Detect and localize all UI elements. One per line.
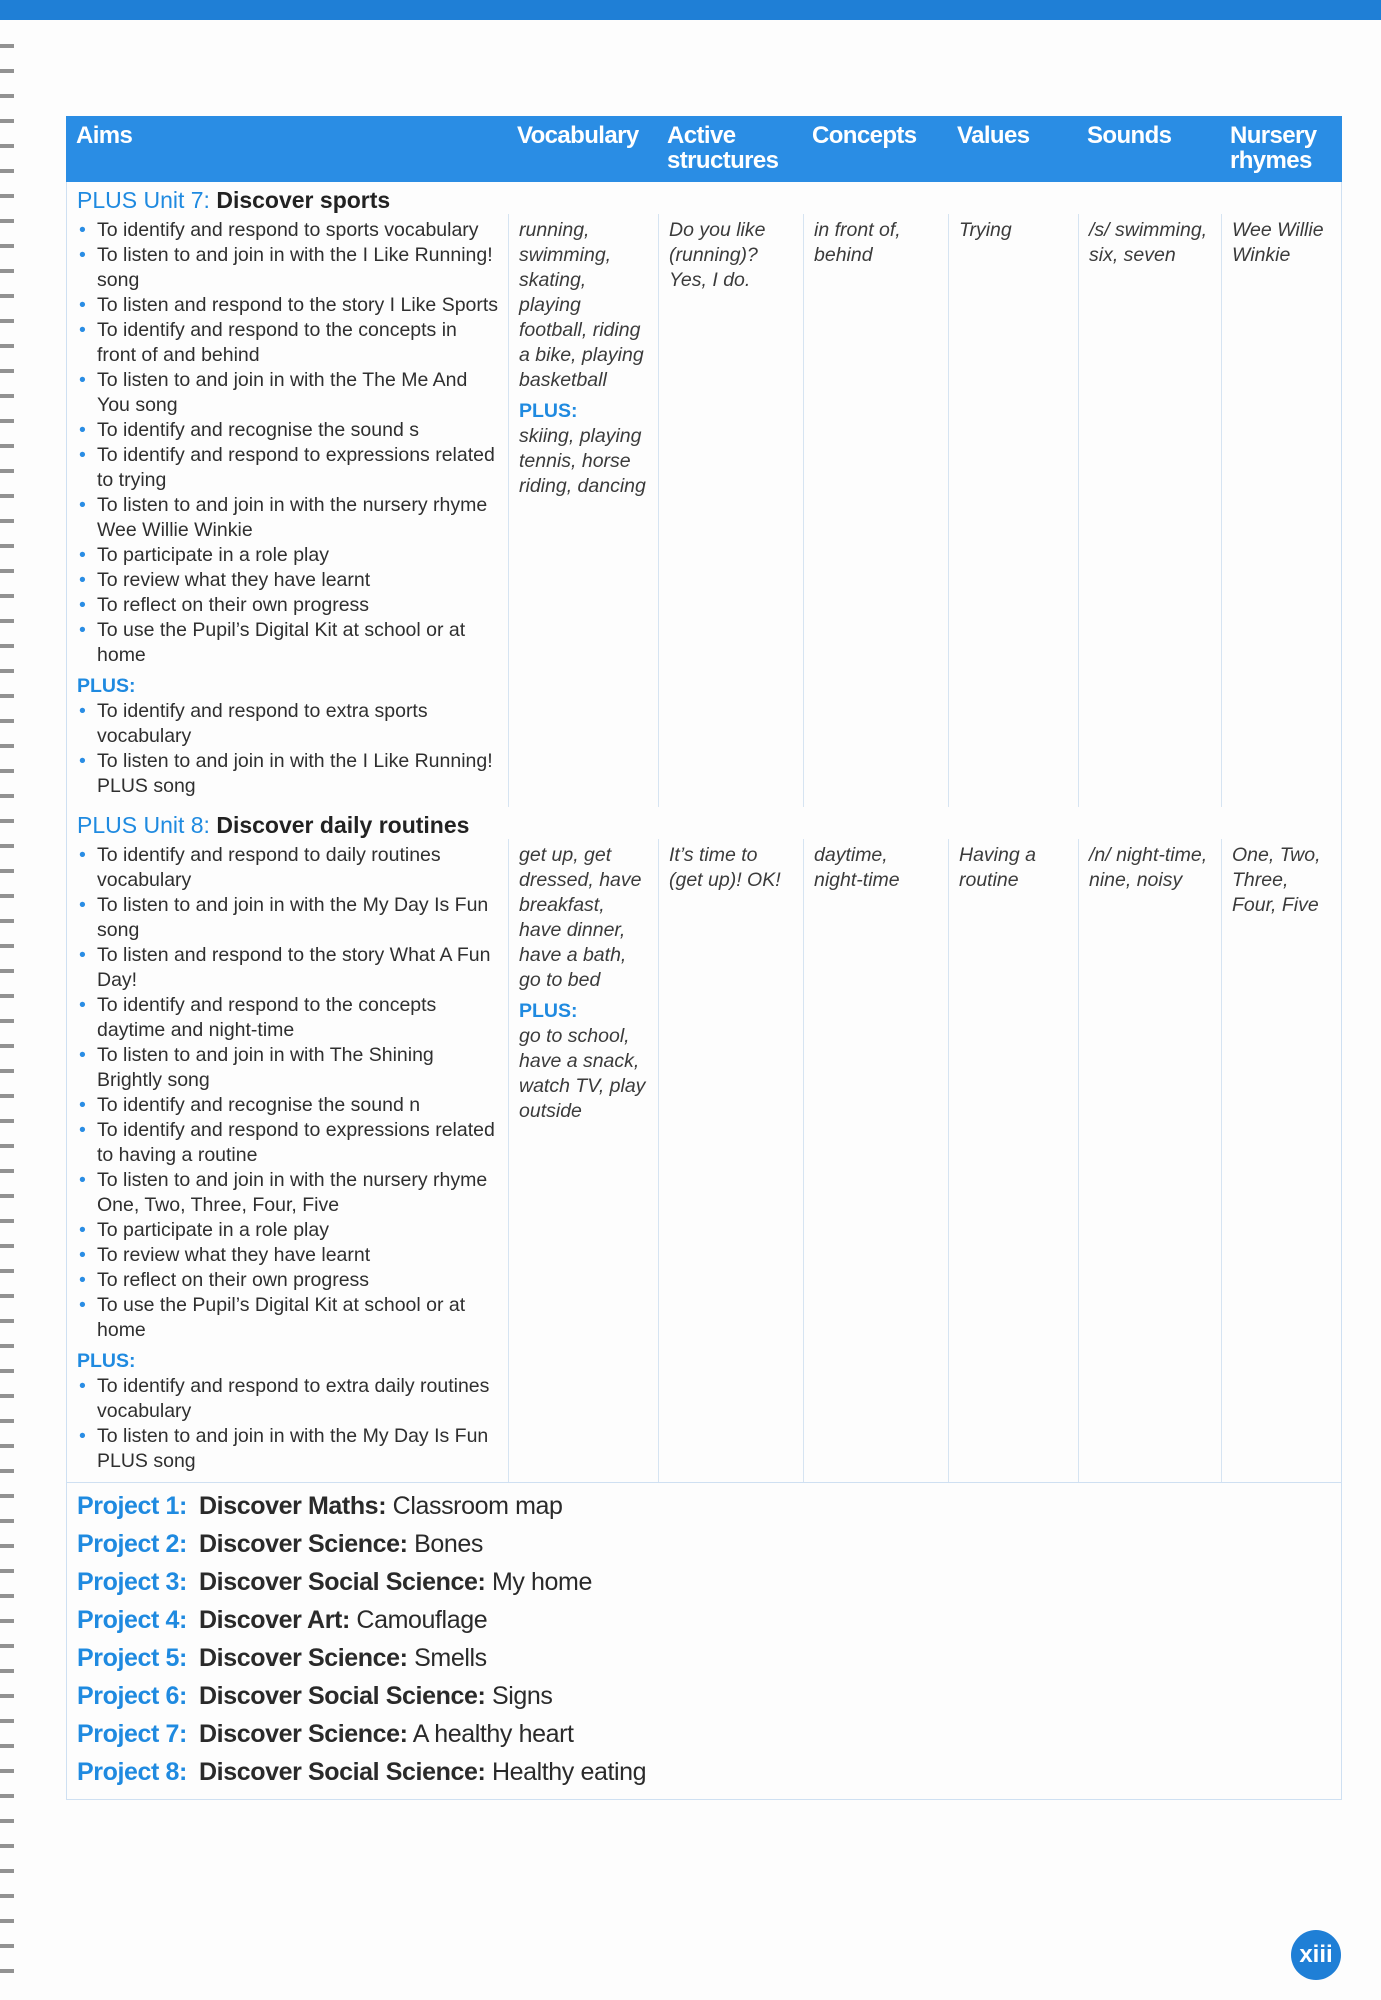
vocabulary-text: get up, get dressed, have breakfast, have dinner, have a bath, go to bed bbox=[519, 844, 642, 991]
plus-aim-item: • To listen to and join in with the My Day Is Fun PLUS song bbox=[77, 1424, 500, 1474]
vocabulary-cell bbox=[508, 214, 658, 807]
sounds-cell: /s/ swimming, six, seven bbox=[1078, 214, 1221, 807]
project-item bbox=[77, 1715, 1331, 1753]
unit-row bbox=[66, 839, 1342, 1482]
syllabus-table bbox=[66, 116, 1342, 1800]
project-topic: Healthy eating bbox=[491, 1758, 647, 1786]
aim-item: • To listen to and join in with the nursery rhyme One, Two, Three, Four, Five bbox=[77, 1168, 500, 1218]
project-number: Project 7: bbox=[77, 1720, 187, 1748]
project-topic: My home bbox=[491, 1568, 592, 1596]
unit-row bbox=[66, 214, 1342, 807]
values-cell: Having a routine bbox=[948, 839, 1078, 1482]
unit-name: Discover sports bbox=[216, 187, 391, 213]
project-number: Project 2: bbox=[77, 1530, 187, 1558]
project-topic: Smells bbox=[414, 1644, 487, 1672]
aim-item: • To reflect on their own progress bbox=[77, 593, 500, 618]
aim-item: • To identify and recognise the sound n bbox=[77, 1093, 500, 1118]
plus-aim-item: • To identify and respond to extra sports vocabulary bbox=[77, 699, 500, 749]
project-topic: A healthy heart bbox=[412, 1720, 574, 1748]
aim-item: • To listen to and join in with the The Me And You song bbox=[77, 368, 500, 418]
plus-label: PLUS: bbox=[77, 675, 136, 697]
structures-cell: It’s time to (get up)! OK! bbox=[658, 839, 803, 1482]
project-subject: Discover Art: bbox=[199, 1606, 350, 1634]
project-topic: Classroom map bbox=[392, 1492, 563, 1520]
structures-cell: Do you like (running)? Yes, I do. bbox=[658, 214, 803, 807]
concepts-cell: daytime, night-time bbox=[803, 839, 948, 1482]
aim-item: • To reflect on their own progress bbox=[77, 1268, 500, 1293]
header-sounds: Sounds bbox=[1087, 122, 1172, 149]
rhymes-cell: One, Two, Three, Four, Five bbox=[1221, 839, 1343, 1482]
header-active-structures: Active structures bbox=[667, 122, 779, 174]
vocabulary-text: running, swimming, skating, playing football, riding a bike, playing basketball bbox=[519, 219, 644, 391]
vocab-plus-text: skiing, playing tennis, horse riding, dancing bbox=[519, 425, 646, 497]
project-number: Project 5: bbox=[77, 1644, 187, 1672]
aims-cell bbox=[67, 839, 508, 1482]
project-topic: Bones bbox=[414, 1530, 484, 1558]
page-number-badge: xiii bbox=[1291, 1930, 1341, 1980]
vocab-plus-text: go to school, have a snack, watch TV, play outside bbox=[519, 1025, 646, 1122]
aim-item: • To listen and respond to the story What A Fun Day! bbox=[77, 943, 500, 993]
vocabulary-cell bbox=[508, 839, 658, 1482]
vocab-plus-label: PLUS: bbox=[519, 1000, 578, 1022]
concepts-cell: in front of, behind bbox=[803, 214, 948, 807]
aim-item: • To listen and respond to the story I Like Sports bbox=[77, 293, 500, 318]
sounds-cell: /n/ night-time, nine, noisy bbox=[1078, 839, 1221, 1482]
top-color-bar bbox=[0, 0, 1381, 20]
project-item bbox=[77, 1753, 1331, 1791]
project-subject: Discover Social Science: bbox=[199, 1682, 486, 1710]
project-subject: Discover Social Science: bbox=[199, 1568, 486, 1596]
projects-list bbox=[66, 1482, 1342, 1800]
header-vocabulary: Vocabulary bbox=[517, 122, 639, 149]
aim-item: • To identify and recognise the sound s bbox=[77, 418, 500, 443]
aim-item: • To identify and respond to sports vocabulary bbox=[77, 218, 500, 243]
project-subject: Discover Science: bbox=[199, 1720, 408, 1748]
aim-item: • To identify and respond to expressions related to trying bbox=[77, 443, 500, 493]
plus-aim-item: • To identify and respond to extra daily routines vocabulary bbox=[77, 1374, 500, 1424]
aim-item: • To participate in a role play bbox=[77, 543, 500, 568]
aim-item: • To listen to and join in with the nursery rhyme Wee Willie Winkie bbox=[77, 493, 500, 543]
project-item bbox=[77, 1563, 1331, 1601]
aim-item: • To review what they have learnt bbox=[77, 1243, 500, 1268]
aim-item: • To identify and respond to daily routines vocabulary bbox=[77, 843, 500, 893]
project-subject: Discover Maths: bbox=[199, 1492, 387, 1520]
plus-aim-item: • To listen to and join in with the I Like Running! PLUS song bbox=[77, 749, 500, 799]
values-cell: Trying bbox=[948, 214, 1078, 807]
aim-item: • To listen to and join in with the I Like Running! song bbox=[77, 243, 500, 293]
project-subject: Discover Social Science: bbox=[199, 1758, 486, 1786]
vocab-plus-label: PLUS: bbox=[519, 400, 578, 422]
project-number: Project 6: bbox=[77, 1682, 187, 1710]
aim-item: • To participate in a role play bbox=[77, 1218, 500, 1243]
project-number: Project 1: bbox=[77, 1492, 187, 1520]
aim-item: • To identify and respond to the concepts daytime and night-time bbox=[77, 993, 500, 1043]
aims-cell bbox=[67, 214, 508, 807]
unit-name: Discover daily routines bbox=[216, 812, 470, 838]
project-topic: Signs bbox=[491, 1682, 553, 1710]
project-item bbox=[77, 1677, 1331, 1715]
header-nursery-rhymes: Nursery rhymes bbox=[1230, 122, 1317, 174]
rhymes-cell: Wee Willie Winkie bbox=[1221, 214, 1343, 807]
project-number: Project 3: bbox=[77, 1568, 187, 1596]
aim-item: • To review what they have learnt bbox=[77, 568, 500, 593]
project-item bbox=[77, 1487, 1331, 1525]
aim-item: • To listen to and join in with the My Day Is Fun song bbox=[77, 893, 500, 943]
unit-title bbox=[66, 182, 1342, 214]
project-subject: Discover Science: bbox=[199, 1644, 408, 1672]
project-number: Project 8: bbox=[77, 1758, 187, 1786]
aim-item: • To use the Pupil’s Digital Kit at school or at home bbox=[77, 1293, 500, 1343]
unit-label: PLUS Unit 7: bbox=[77, 187, 210, 213]
project-topic: Camouflage bbox=[356, 1606, 488, 1634]
project-item bbox=[77, 1639, 1331, 1677]
project-item bbox=[77, 1601, 1331, 1639]
unit-label: PLUS Unit 8: bbox=[77, 812, 210, 838]
header-concepts: Concepts bbox=[812, 122, 917, 149]
table-header bbox=[66, 116, 1342, 182]
header-aims: Aims bbox=[76, 122, 133, 149]
project-subject: Discover Science: bbox=[199, 1530, 408, 1558]
aim-item: • To identify and respond to expressions related to having a routine bbox=[77, 1118, 500, 1168]
aim-item: • To identify and respond to the concepts in front of and behind bbox=[77, 318, 500, 368]
header-values: Values bbox=[957, 122, 1030, 149]
aim-item: • To use the Pupil’s Digital Kit at school or at home bbox=[77, 618, 500, 668]
unit-title bbox=[66, 807, 1342, 839]
aim-item: • To listen to and join in with The Shining Brightly song bbox=[77, 1043, 500, 1093]
project-number: Project 4: bbox=[77, 1606, 187, 1634]
project-item bbox=[77, 1525, 1331, 1563]
spiral-binding bbox=[0, 30, 14, 1990]
plus-label: PLUS: bbox=[77, 1350, 136, 1372]
